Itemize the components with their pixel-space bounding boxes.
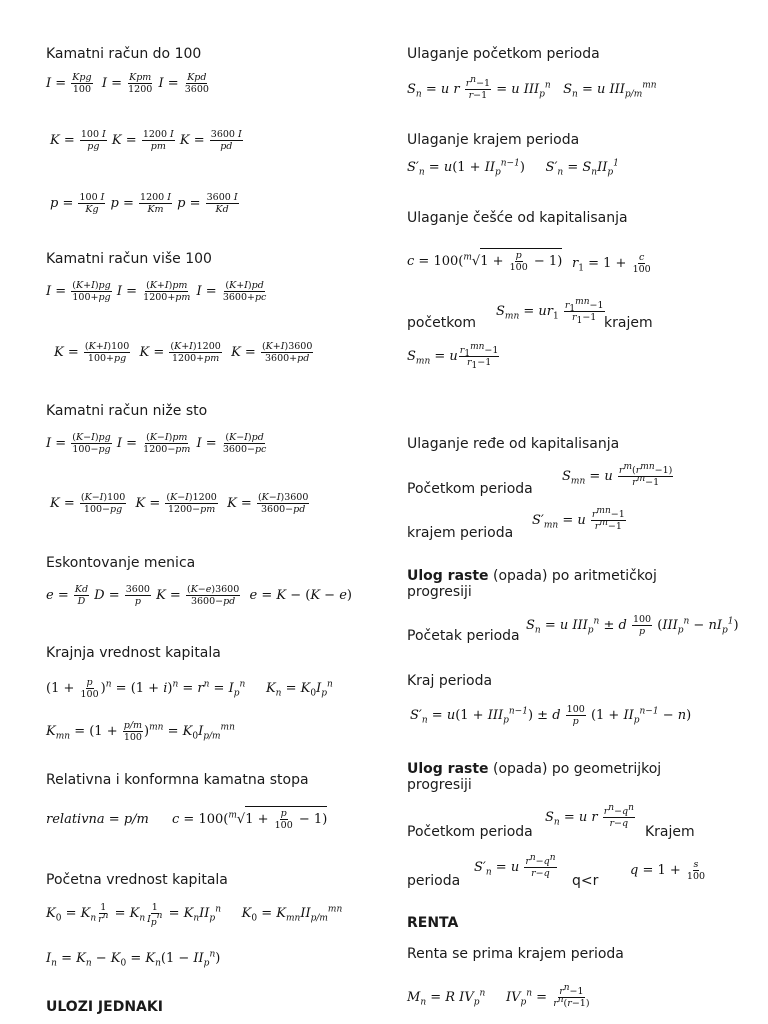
heading-ulog-raste-geometrijska: Ulog raste (opada) po geometrijkoj [407,761,662,777]
heading-ulaganje-krajem: Ulaganje krajem perioda [407,132,580,148]
label-q-lt-r: q<r [572,873,599,889]
heading-kamatni-vise-100: Kamatni račun više 100 [46,251,212,267]
label-pocetkom: početkom [407,315,477,331]
formula-aritmeticka-kraj: $S'_n = u(1 + III_p^{n-1}) \pm d$ $\frac{100}{p}$ $(1 + II_p^{n-1} - n)$ [410,704,692,727]
heading-progresiji-2: progresiji [407,777,472,793]
formula-ulaganje-cesce-krajem: $S_{mn} = u$ $\frac{r_1^{mn}-1}{r_1-1}$ [407,341,499,371]
heading-kamatni-nize-sto: Kamatni račun niže sto [46,403,208,419]
label-krajem-perioda: krajem perioda [407,525,514,541]
formula-ulaganje-cesce-pocetkom: $S_{mn} = ur_1$ $\frac{r_1^{mn}-1}{r_1-1}$ [496,296,604,326]
formula-interest-do-100: I = $\frac{\text{Kpg}}{100}$ I = $\frac{\text{Kpm}}{1200}$ I = $\frac{\text{Kpd}}{3600}$ [46,72,209,95]
heading-ulozi-jednaki: ULOZI JEDNAKI [46,999,163,1015]
label-renta-prima: Renta se prima krajem perioda [407,946,624,962]
formula-konformna: c = 100($^m$√1 + $\frac{p}{100}$ − 1) [172,808,328,831]
formula-pocetna-vrednost-1: $K_0 = K_n$ $\frac{1}{r^n}$ = $K_n$ $\frac{1}{I_p^n}$ = $K_nII_p^n$ $K_0 = K_{mn}II_{p/m}^{mn}$ [46,902,343,928]
heading-ulaganje-pocetkom: Ulaganje početkom perioda [407,46,600,62]
formula-ulaganje-krajem: $S'_n = u(1 + II_p^{n-1})$ $S'_n = S_nII_p^1$ [407,158,619,178]
heading-relativna-konformna: Relativna i konformna kamatna stopa [46,772,309,788]
formula-krajnja-vrednost-1: (1 + $\frac{p}{100}$ )$^n = (1 + i)^n = r^n = I_p^n$ $K_n = K_0I_p^n$ [46,677,333,700]
formula-ulaganje-rede-krajem: $S'_{mn} = u$ $\frac{r^{mn}-1}{r^m-1}$ [532,505,625,532]
heading-krajnja-vrednost: Krajnja vrednost kapitala [46,645,221,661]
heading-pocetna-vrednost: Početna vrednost kapitala [46,872,228,888]
formula-geometrijska-pocetkom: $S_n = u$ r $\frac{r^n-q^n}{r-q}$ [545,802,634,829]
heading-ulog-raste-aritmeticka: Ulog raste (opada) po aritmetičkoj [407,568,657,584]
formula-capital-nize-sto: K = $\frac{(K-I)100}{100-pg}$ K = $\frac{(K-I)1200}{1200-pm}$ K = $\frac{(K-I)3600}{3600-pd}$ [50,492,309,515]
formula-capital-vise-100: K = $\frac{(K+I)100}{100+pg}$ K = $\frac{(K+I)1200}{1200+pm}$ K = $\frac{(K+I)3600}{3600+pd}$ [54,341,313,364]
formula-ulaganje-cesce-r1: $r_1 = 1$ + $\frac{c}{100}$ [572,252,651,275]
formula-geometrijska-krajem: $S'_n = u$ $\frac{r^n-q^n}{r-q}$ [474,852,556,879]
formula-interest-vise-100: I = $\frac{(K+I)pg}{100+pg}$ I = $\frac{(K+I)pm}{1200+pm}$ I = $\frac{(K+I)pd}{3600+pc}$ [46,280,267,303]
label-kraj-perioda: Kraj perioda [407,673,493,689]
heading-eskontovanje: Eskontovanje menica [46,555,196,571]
formula-capital-do-100: K = $\frac{100 I}{pg}$ K = $\frac{1200 I}{pm}$ K = $\frac{3600 I}{pd}$ [50,129,242,152]
formula-interest-nize-sto: I = $\frac{(K-I)pg}{100-pg}$ I = $\frac{(K-I)pm}{1200-pm}$ I = $\frac{(K-I)pd}{3600-pc}$ [46,432,267,455]
formula-geometrijska-q: q = 1 + $\frac{s}{100}$ [630,859,706,882]
formula-krajnja-vrednost-2: $K_{mn} = (1$ + $\frac{p/m}{100}$ )$^{mn} = K_0I_{p/m}^{mn}$ [46,720,235,743]
heading-ulaganje-rede: Ulaganje ređe od kapitalisanja [407,436,620,452]
formula-eskontovanje: e = $\frac{Kd}{D}$ D = $\frac{3600}{p}$ K = $\frac{(K-e)3600}{3600-pd}$ e = K − (K − e) [46,584,352,607]
heading-progresiji-1: progresiji [407,584,472,600]
label-krajem-2: Krajem [645,824,695,840]
formula-ulaganje-cesce-c: c = 100($^m$√1 + $\frac{p}{100}$ − 1) [407,250,563,273]
heading-renta: RENTA [407,915,459,931]
label-krajem: krajem [604,315,653,331]
formula-pocetna-vrednost-2: $I_n = K_n - K_0 = K_n(1 - II_p^n)$ [46,949,221,969]
label-perioda: perioda [407,873,461,889]
label-pocetkom-perioda-2: Početkom perioda [407,824,533,840]
formula-renta: $M_n = R$ $IV_p^n$ $IV_p^n$ = $\frac{r^n-1}{r^n(r-1)}$ [407,982,590,1009]
label-pocetkom-perioda: Početkom perioda [407,481,533,497]
formula-aritmeticka-pocetak: $S_n = u$ $III_p^n \pm d$ $\frac{100}{p}$ $(III_p^n - nI_p^1)$ [526,614,739,637]
formula-relativna: relativna = p/m [46,812,149,827]
heading-ulaganje-cesce: Ulaganje češće od kapitalisanja [407,210,628,226]
formula-rate-do-100: p = $\frac{100 I}{Kg}$ p = $\frac{1200 I}{Km}$ p = $\frac{3600 I}{Kd}$ [50,192,238,215]
formula-ulaganje-pocetkom: $S_n = u$ r $\frac{r^n-1}{r-1}$ = u $III_p^n$ $S_n = u$ $III_{p/m}^{mn}$ [407,74,657,101]
label-pocetak-perioda: Početak perioda [407,628,520,644]
formula-ulaganje-rede-pocetkom: $S_{mn} = u$ $\frac{r^m(r^{mn}-1)}{r^m-1}$ [562,461,673,488]
heading-kamatni-do-100: Kamatni račun do 100 [46,46,202,62]
